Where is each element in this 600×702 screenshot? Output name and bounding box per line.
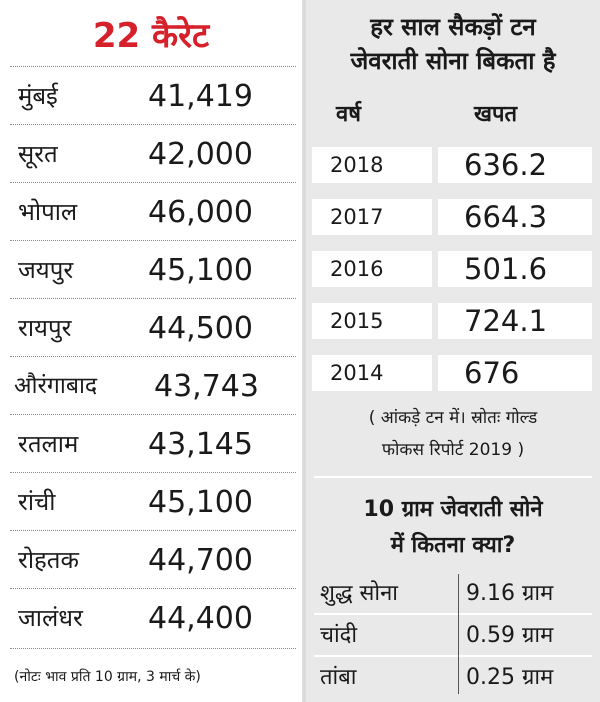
consumption-panel: [306, 0, 600, 702]
year-cell: 2015: [312, 303, 432, 339]
divider: [10, 240, 296, 241]
divider: [10, 414, 296, 415]
city-row: [10, 358, 296, 415]
consumption-cell: 724.1: [438, 303, 592, 339]
row-divider: [314, 613, 592, 615]
column-header-consumption: खपत: [474, 102, 518, 127]
divider: [10, 472, 296, 473]
city-price: 45,100: [148, 253, 253, 288]
city-name: मुंबई: [18, 82, 58, 110]
divider: [10, 124, 296, 125]
year-cell: 2018: [312, 147, 432, 183]
consumption-cell: 676: [438, 355, 592, 391]
section-divider: [314, 476, 592, 478]
table-row: [312, 147, 592, 183]
city-name: औरंगाबाद: [14, 373, 98, 399]
consumption-cell: 664.3: [438, 199, 592, 235]
city-price: 41,419: [148, 79, 253, 114]
composition-title-line1: 10 ग्राम जेवराती सोने: [363, 497, 543, 522]
consumption-cell: 501.6: [438, 251, 592, 287]
city-row: [10, 300, 296, 357]
city-row: [10, 532, 296, 589]
city-row: [10, 242, 296, 299]
price-note: (नोटः भाव प्रति 10 ग्राम, 3 मार्च के): [14, 669, 201, 685]
metal-amount: 9.16 ग्राम: [466, 581, 554, 606]
city-row: [10, 126, 296, 183]
metal-name: चांदी: [320, 623, 358, 648]
table-row: [312, 251, 592, 287]
composition-row: [316, 617, 590, 654]
column-header-year: वर्ष: [336, 102, 361, 127]
metal-amount: 0.25 ग्राम: [466, 665, 554, 690]
city-row: [10, 184, 296, 241]
consumption-title-line1: हर साल सैकड़ों टन: [370, 13, 536, 41]
city-row: [10, 474, 296, 531]
city-name: रायपुर: [18, 314, 72, 342]
row-divider: [314, 655, 592, 657]
year-cell: 2014: [312, 355, 432, 391]
city-name: भोपाल: [18, 198, 78, 226]
divider: [10, 356, 296, 357]
consumption-title-line2: जेवराती सोना बिकता है: [350, 47, 556, 75]
city-price: 45,100: [148, 485, 253, 520]
composition-row: [316, 659, 590, 696]
consumption-cell: 636.2: [438, 147, 592, 183]
city-price: 46,000: [148, 195, 253, 230]
composition-row: [316, 575, 590, 612]
table-row: [312, 199, 592, 235]
city-row: [10, 416, 296, 473]
consumption-title: [306, 10, 600, 78]
city-price: 43,145: [148, 427, 253, 462]
city-name: रतलाम: [18, 430, 79, 458]
city-name: रोहतक: [18, 546, 79, 574]
divider: [10, 182, 296, 183]
metal-name: तांबा: [320, 665, 357, 690]
divider: [10, 298, 296, 299]
city-price: 42,000: [148, 137, 253, 172]
table-row: [312, 355, 592, 391]
source-line2: फोकस रिपोर्ट 2019 ): [381, 440, 525, 460]
divider: [10, 66, 296, 67]
city-price: 44,500: [148, 311, 253, 346]
year-cell: 2017: [312, 199, 432, 235]
table-row: [312, 303, 592, 339]
city-name: जयपुर: [18, 256, 74, 284]
city-price: 44,700: [148, 543, 253, 578]
metal-amount: 0.59 ग्राम: [466, 623, 554, 648]
composition-title-line2: में कितना क्या?: [390, 533, 516, 558]
source-line1: ( आंकड़े टन में। स्रोतः गोल्ड: [368, 408, 538, 428]
divider: [10, 530, 296, 531]
divider: [10, 588, 296, 589]
year-cell: 2016: [312, 251, 432, 287]
city-name: सूरत: [18, 140, 58, 168]
divider: [10, 648, 296, 649]
city-price: 43,743: [154, 369, 259, 404]
metal-name: शुद्ध सोना: [320, 581, 399, 606]
city-row: [10, 590, 296, 647]
panel-title: 22 कैरेट: [92, 16, 210, 56]
city-row: [10, 68, 296, 125]
column-divider: [458, 574, 459, 694]
city-name: जालंधर: [18, 604, 83, 632]
city-price: 44,400: [148, 601, 253, 636]
city-name: रांची: [18, 488, 56, 516]
